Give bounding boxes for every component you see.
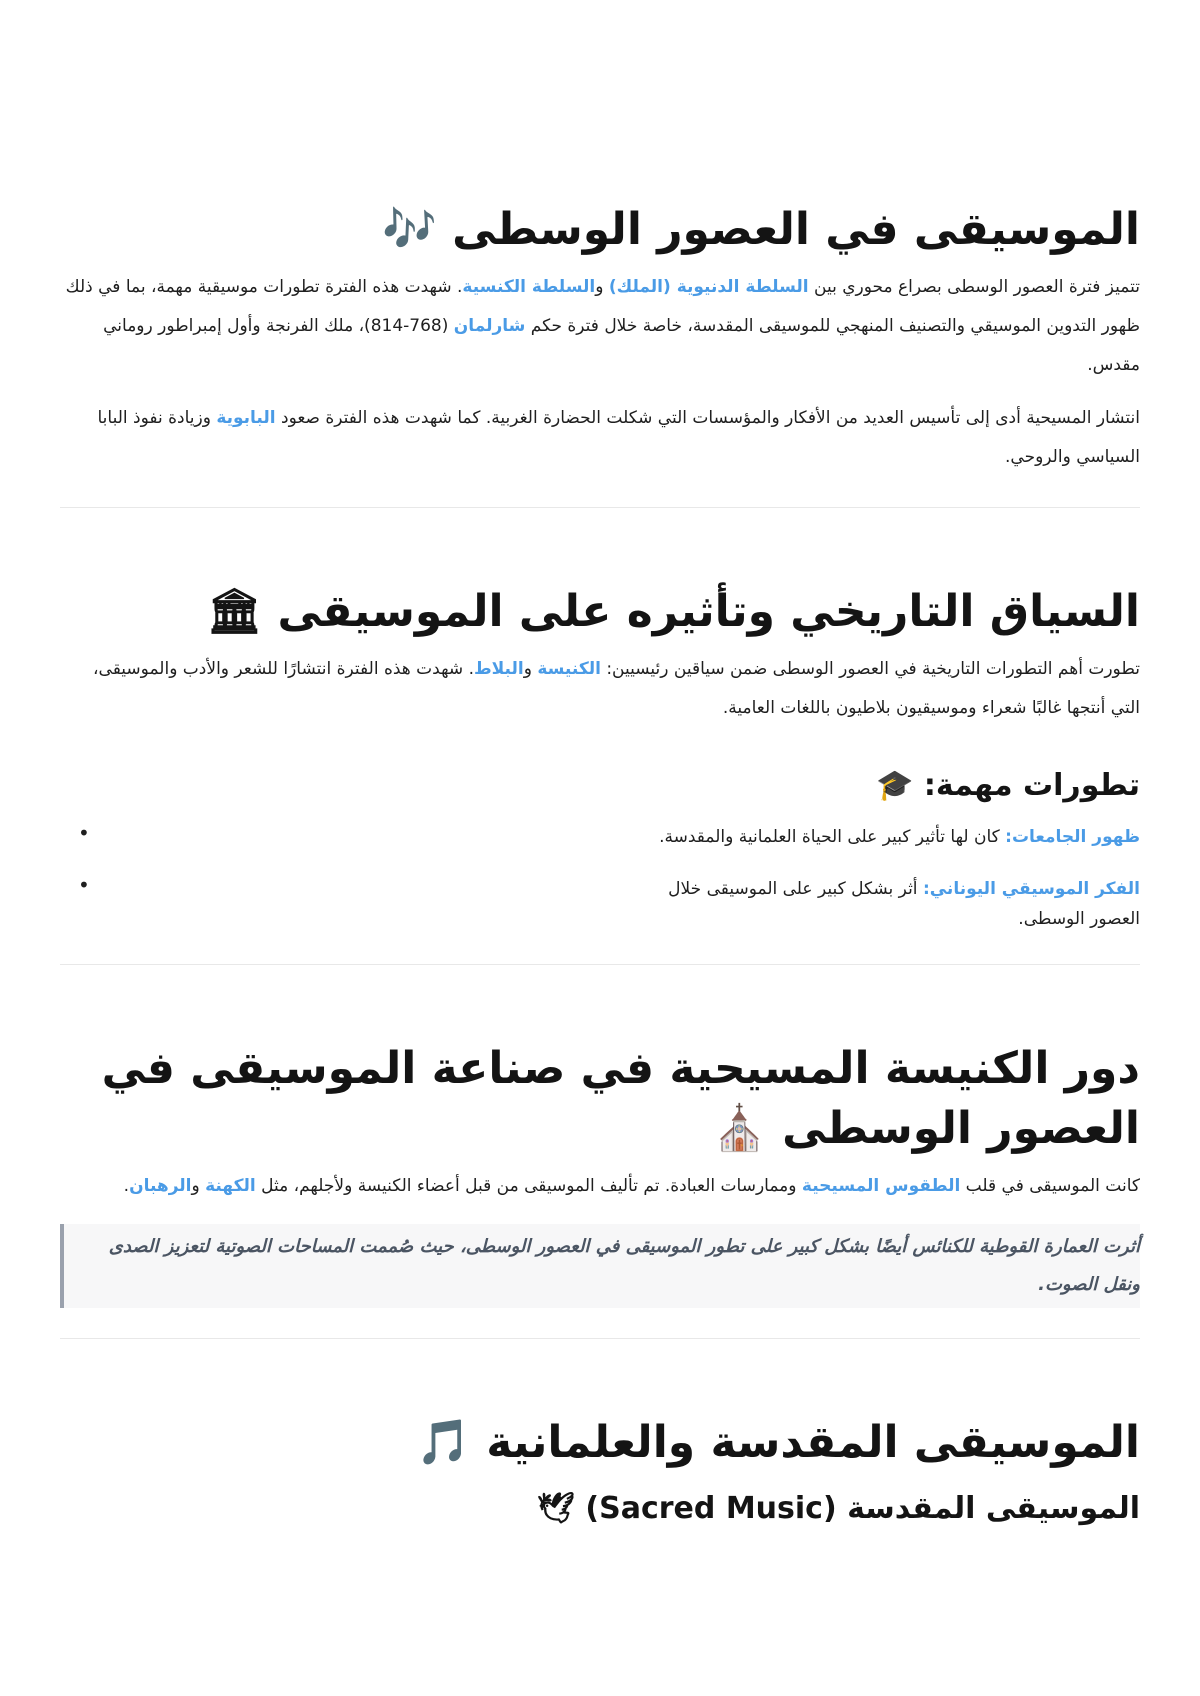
church-text-a: كانت الموسيقى في قلب: [960, 1176, 1140, 1196]
intro-text-a: تتميز فترة العصور الوسطى بصراع محوري بين: [808, 277, 1140, 297]
christianity-text-a: انتشار المسيحية أدى إلى تأسيس العديد من الأفكار والمؤسسات التي شكلت الحضارة الغربية. كما شهدت هذه الفترة صعود: [275, 408, 1140, 428]
intro-text-c: . شهدت هذه الفترة تطورات موسيقية مهمة، بما في ذلك ظهور التدوين الموسيقي والتصنيف المنهجي للموسيقى المقدسة، خاصة خلال فترة حكم: [65, 277, 1140, 336]
important-developments-text: تطورات مهمة:: [923, 768, 1140, 803]
historical-context-heading: [60, 582, 1140, 642]
document-content: [60, 200, 1140, 1531]
list-item-text: أثر بشكل كبير على الموسيقى خلال العصور الوسطى.: [668, 879, 1140, 929]
link-court[interactable]: البلاط: [473, 659, 524, 679]
sacred-music-heading: [60, 1487, 1140, 1531]
link-priests[interactable]: الكهنة: [205, 1176, 256, 1196]
section-divider: [60, 507, 1140, 508]
section-intro: [60, 200, 1140, 477]
gothic-architecture-quote: [60, 1224, 1140, 1308]
link-papacy[interactable]: البابوية: [216, 408, 276, 428]
section-church-role: [60, 1039, 1140, 1308]
developments-list: [60, 822, 1140, 934]
link-monks[interactable]: الرهبان: [129, 1176, 192, 1196]
christianity-paragraph: [60, 399, 1140, 477]
section-sacred-secular: [60, 1413, 1140, 1531]
bullet-icon: •: [78, 821, 90, 845]
church-icon: ⛪: [712, 1103, 767, 1154]
church-text-b: وممارسات العبادة. تم تأليف الموسيقى من قبل أعضاء الكنيسة ولأجلهم، مثل: [255, 1176, 802, 1196]
quote-text: أثرت العمارة القوطية للكنائس أيضًا بشكل كبير على تطور الموسيقى في العصور الوسطى، حيث صُممت المساحات الصوتية لتعزيز الصدى ونقل الصوت.: [108, 1236, 1140, 1295]
link-church[interactable]: الكنيسة: [537, 659, 601, 679]
important-developments-heading: [60, 764, 1140, 808]
music-notes-icon: 🎶: [381, 204, 437, 255]
section-divider: [60, 1338, 1140, 1339]
church-role-heading-text: دور الكنيسة المسيحية في صناعة الموسيقى في العصور الوسطى: [101, 1043, 1140, 1154]
context-text-a: تطورت أهم التطورات التاريخية في العصور الوسطى ضمن سياقين رئيسيين:: [600, 659, 1140, 679]
sacred-music-heading-text: الموسيقى المقدسة (Sacred Music): [585, 1491, 1140, 1526]
historical-context-heading-text: السياق التاريخي وتأثيره على الموسيقى: [277, 586, 1140, 637]
sacred-secular-heading: [60, 1413, 1140, 1473]
link-church-authority[interactable]: السلطة الكنسية: [462, 277, 596, 297]
context-text-c: . شهدت هذه الفترة انتشارًا للشعر والأدب والموسيقى، التي أنتجها غالبًا شعراء وموسيقيون بلاطيون باللغات العامية.: [93, 659, 1140, 718]
list-item-text: كان لها تأثير كبير على الحياة العلمانية والمقدسة.: [659, 827, 1006, 847]
context-paragraph: [60, 650, 1140, 728]
music-note-icon: 🎵: [416, 1417, 471, 1468]
link-christian-rites[interactable]: الطقوس المسيحية: [801, 1176, 961, 1196]
dove-icon: 🕊: [536, 1491, 575, 1526]
church-text-d: .: [123, 1176, 130, 1196]
list-item: [60, 822, 1140, 852]
section-divider: [60, 964, 1140, 965]
link-greek-music-thought[interactable]: الفكر الموسيقي اليوناني:: [922, 879, 1140, 899]
church-role-heading: [60, 1039, 1140, 1159]
intro-text-b: و: [595, 277, 609, 297]
christianity-text-b: وزيادة نفوذ البابا السياسي والروحي.: [97, 408, 1140, 467]
classical-building-icon: 🏛: [206, 586, 263, 637]
link-charlemagne[interactable]: شارلمان: [453, 316, 526, 336]
bullet-icon: •: [78, 873, 90, 897]
section-historical-context: [60, 582, 1140, 934]
intro-text-d: (768-814)، ملك الفرنجة وأول إمبراطور روماني مقدس.: [103, 316, 1140, 375]
link-secular-authority[interactable]: السلطة الدنيوية (الملك): [608, 277, 809, 297]
main-heading: [60, 200, 1140, 260]
main-heading-text: الموسيقى في العصور الوسطى: [452, 204, 1140, 255]
link-universities[interactable]: ظهور الجامعات:: [1005, 827, 1140, 847]
sacred-secular-heading-text: الموسيقى المقدسة والعلمانية: [486, 1417, 1140, 1468]
context-text-b: و: [523, 659, 538, 679]
church-text-c: و: [191, 1176, 206, 1196]
list-item: [60, 874, 1140, 934]
intro-paragraph: [60, 268, 1140, 385]
church-paragraph: [60, 1167, 1140, 1206]
graduation-cap-icon: 🎓: [876, 768, 914, 803]
